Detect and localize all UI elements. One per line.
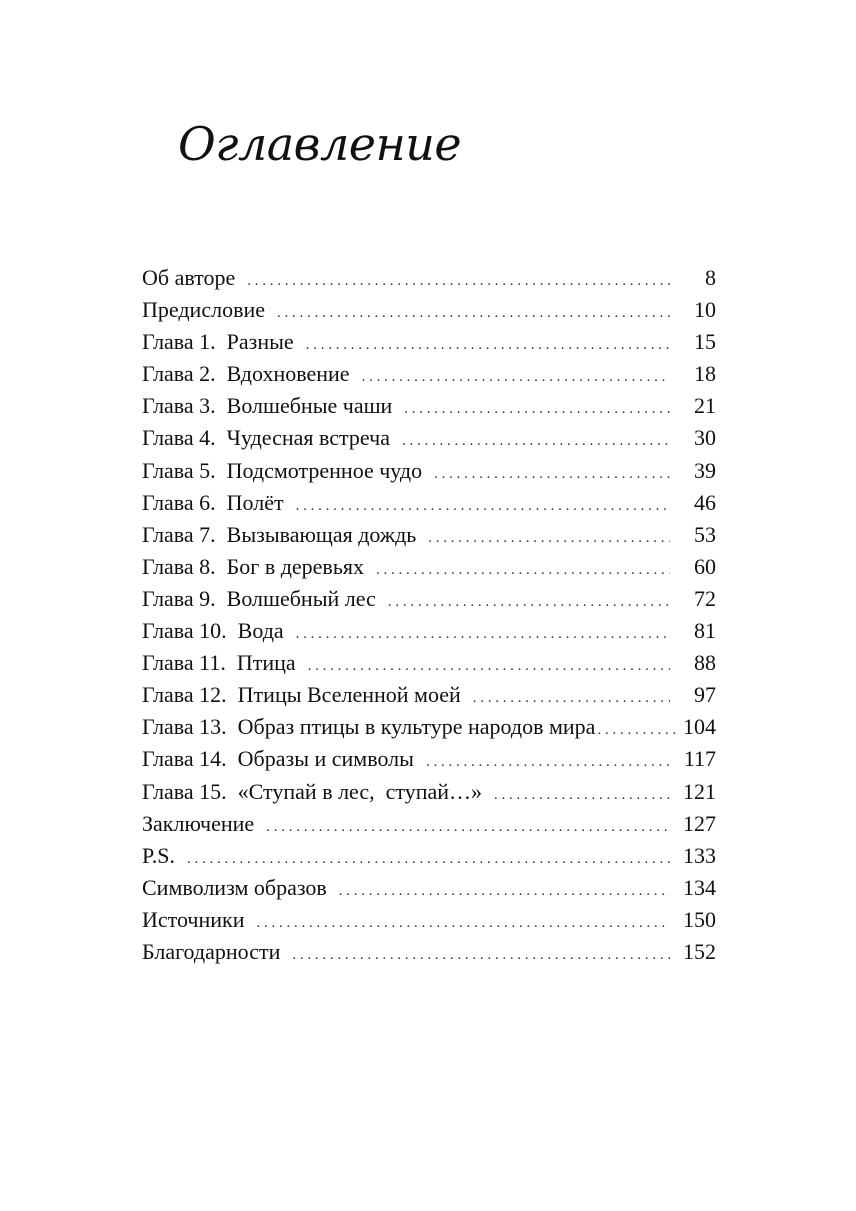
toc-entry-page: 97: [694, 682, 716, 708]
toc-entry-page: 152: [683, 938, 716, 964]
toc-entry: [142, 679, 716, 711]
toc-dot-leader: [266, 811, 670, 843]
toc-dot-leader: [426, 746, 670, 778]
toc-entry: [142, 390, 716, 422]
toc-entry-label: Источники: [142, 906, 245, 932]
toc-dot-leader: [308, 650, 670, 682]
toc-dot-leader: [296, 618, 670, 650]
toc-entry-label: Заключение: [142, 810, 255, 836]
toc-entry: [142, 840, 716, 872]
toc-entry-label: Глава 14. Образы и символы: [142, 746, 414, 772]
toc-entry-page: 21: [694, 393, 716, 419]
toc-dot-leader: [187, 843, 670, 875]
toc-entry-label: Глава 10. Вода: [142, 618, 284, 644]
toc-entry-page: 18: [694, 361, 716, 387]
toc-dot-leader: [434, 458, 670, 490]
toc-dot-leader: [404, 393, 670, 425]
toc-entry-page: 53: [694, 521, 716, 547]
toc-entry-label: Глава 9. Волшебный лес: [142, 585, 376, 611]
toc-entry-label: Глава 3. Волшебные чаши: [142, 393, 393, 419]
toc-entry-label: Глава 13. Образ птицы в культуре народов мира: [142, 714, 596, 740]
toc-entry-label: P.S.: [142, 842, 176, 868]
toc-entry: [142, 551, 716, 583]
toc-entry-page: 81: [694, 618, 716, 644]
toc-entry-label: Глава 1. Разные: [142, 329, 294, 355]
toc-entry-page: 46: [694, 489, 716, 515]
toc-entry: [142, 262, 716, 294]
toc-dot-leader: [247, 265, 670, 297]
toc-entry: [142, 872, 716, 904]
toc-entry-label: Глава 4. Чудесная встреча: [142, 425, 390, 451]
toc-entry-label: Глава 7. Вызывающая дождь: [142, 521, 417, 547]
toc-dot-leader: [292, 939, 670, 971]
toc-entry-label: Глава 2. Вдохновение: [142, 361, 350, 387]
toc-entry-page: 127: [683, 810, 716, 836]
toc-list: [142, 262, 716, 968]
toc-dot-leader: [296, 490, 670, 522]
toc-entry-label: Глава 5. Подсмотренное чудо: [142, 457, 423, 483]
toc-entry: [142, 904, 716, 936]
toc-entry: [142, 711, 716, 743]
toc-entry-page: 72: [694, 585, 716, 611]
toc-dot-leader: [256, 907, 670, 939]
toc-entry: [142, 422, 716, 454]
toc-entry-page: 88: [694, 650, 716, 676]
toc-entry-label: Символизм образов: [142, 874, 327, 900]
toc-entry-label: Глава 12. Птицы Вселенной моей: [142, 682, 461, 708]
toc-entry-page: 15: [694, 329, 716, 355]
toc-dot-leader: [306, 329, 670, 361]
toc-dot-leader: [597, 714, 680, 746]
toc-entry: [142, 808, 716, 840]
toc-dot-leader: [277, 297, 670, 329]
toc-entry: [142, 615, 716, 647]
toc-entry-label: Глава 6. Полёт: [142, 489, 284, 515]
toc-entry-label: Благодарности: [142, 938, 281, 964]
toc-entry-page: 134: [683, 874, 716, 900]
toc-dot-leader: [428, 522, 670, 554]
toc-entry-label: Глава 8. Бог в деревьях: [142, 553, 364, 579]
toc-entry: [142, 743, 716, 775]
toc-dot-leader: [494, 779, 670, 811]
toc-entry: [142, 358, 716, 390]
toc-entry-page: 117: [683, 746, 716, 772]
toc-dot-leader: [362, 361, 670, 393]
toc-entry-page: 8: [705, 265, 716, 290]
toc-entry-page: 121: [683, 778, 716, 804]
toc-entry-label: Предисловие: [142, 297, 265, 323]
toc-entry-page: 133: [683, 842, 716, 868]
toc-entry-label: Глава 15. «Ступай в лес, ступай…»: [142, 778, 483, 804]
toc-entry: [142, 583, 716, 615]
toc-entry: [142, 326, 716, 358]
toc-dot-leader: [388, 586, 670, 618]
toc-dot-leader: [473, 682, 670, 714]
toc-entry-page: 39: [694, 457, 716, 483]
toc-entry: [142, 455, 716, 487]
toc-entry: [142, 294, 716, 326]
toc-entry: [142, 487, 716, 519]
toc-entry-page: 104: [683, 714, 716, 740]
toc-entry-page: 60: [694, 553, 716, 579]
toc-entry-page: 150: [683, 906, 716, 932]
toc-entry: [142, 776, 716, 808]
toc-dot-leader: [402, 425, 670, 457]
toc-entry: [142, 519, 716, 551]
toc-dot-leader: [376, 554, 670, 586]
toc-dot-leader: [339, 875, 670, 907]
toc-title: Оглавление: [178, 117, 462, 171]
toc-entry-page: 30: [694, 425, 716, 451]
toc-entry-label: Глава 11. Птица: [142, 650, 296, 676]
toc-entry: [142, 647, 716, 679]
toc-entry-label: Об автоpe: [142, 265, 236, 290]
toc-entry-page: 10: [694, 297, 716, 323]
toc-entry: [142, 936, 716, 968]
